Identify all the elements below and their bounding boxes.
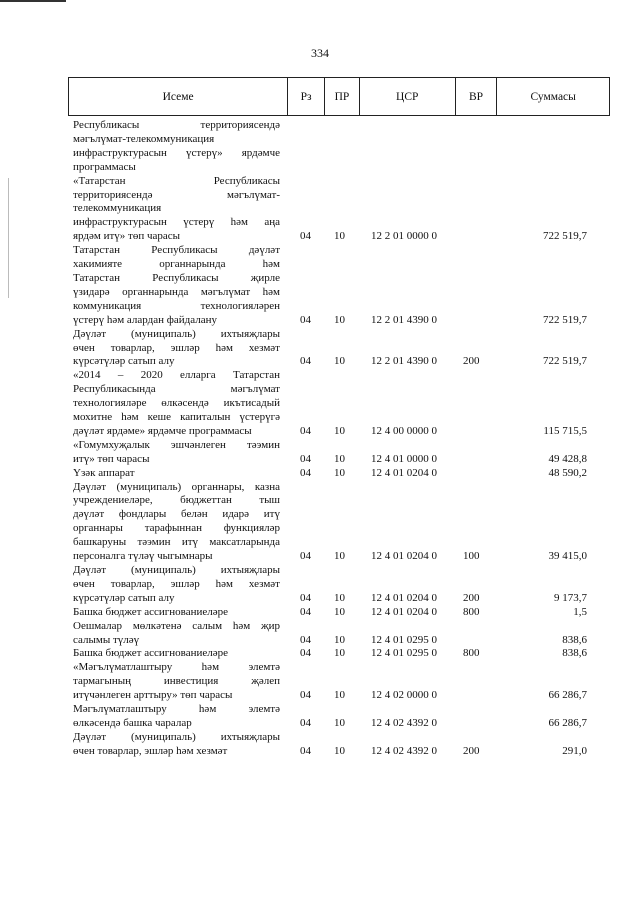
row-name bbox=[73, 620, 280, 648]
row-name-line: Дәүләт (муниципаль) органнары, казна bbox=[73, 480, 280, 493]
row-csr: 12 4 01 0000 0 bbox=[371, 452, 437, 465]
row-rz: 04 bbox=[300, 550, 311, 563]
row-rz: 04 bbox=[300, 689, 311, 702]
row-name-line: дәүләт фондлары белән идарә итү bbox=[73, 508, 280, 521]
row-rz: 04 bbox=[300, 313, 311, 326]
row-pr: 10 bbox=[334, 605, 345, 618]
row-name-line: Мәгълүматлаштыру һәм элемтә bbox=[73, 703, 280, 716]
row-name-line: итүчәнлеген арттыру» төп чарасы bbox=[73, 689, 233, 702]
row-name-line: «Татарстан Республикасы bbox=[73, 174, 280, 187]
row-name-line: учреждениеләре, бюджеттан тыш bbox=[73, 494, 280, 507]
row-sum: 66 286,7 bbox=[548, 689, 587, 702]
row-name bbox=[73, 661, 280, 703]
row-sum: 9 173,7 bbox=[554, 591, 587, 604]
table-row bbox=[0, 703, 640, 731]
row-name-line: Үзәк аппарат bbox=[73, 466, 135, 479]
row-name-line: күрсәтүләр сатып алу bbox=[73, 591, 175, 604]
row-sum: 1,5 bbox=[573, 605, 587, 618]
row-vr: 100 bbox=[463, 550, 480, 563]
top-edge-rule bbox=[0, 0, 66, 2]
row-sum: 838,6 bbox=[562, 647, 587, 660]
header-pr: ПР bbox=[325, 78, 360, 115]
row-rz: 04 bbox=[300, 744, 311, 757]
table-row bbox=[0, 731, 640, 759]
row-csr: 12 4 00 0000 0 bbox=[371, 424, 437, 437]
header-name: Исеме bbox=[69, 78, 288, 115]
row-name-line: персоналга түләү чыгымнары bbox=[73, 550, 213, 563]
row-csr: 12 4 01 0204 0 bbox=[371, 591, 437, 604]
row-csr: 12 4 02 0000 0 bbox=[371, 689, 437, 702]
row-pr: 10 bbox=[334, 355, 345, 368]
row-name bbox=[73, 369, 280, 439]
row-name-line: өчен товарлар, эшләр һәм хезмәт bbox=[73, 341, 280, 354]
row-name-line: Дәүләт (муниципаль) ихтыяҗлары bbox=[73, 327, 280, 340]
table-row bbox=[0, 119, 640, 175]
table-row bbox=[0, 369, 640, 439]
header-rz: Рз bbox=[288, 78, 325, 115]
row-name-line: күрсәтүләр сатып алу bbox=[73, 355, 175, 368]
row-rz: 04 bbox=[300, 591, 311, 604]
row-name-line: Дәүләт (муниципаль) ихтыяҗлары bbox=[73, 564, 280, 576]
row-csr: 12 4 01 0204 0 bbox=[371, 466, 437, 479]
row-sum: 66 286,7 bbox=[548, 716, 587, 729]
row-name bbox=[73, 564, 280, 606]
row-csr: 12 4 02 4392 0 bbox=[371, 716, 437, 729]
row-name bbox=[73, 328, 280, 370]
row-name-line: Татарстан Республикасы җирле bbox=[73, 271, 280, 284]
row-sum: 115 715,5 bbox=[543, 424, 587, 437]
row-csr: 12 4 01 0204 0 bbox=[371, 550, 437, 563]
row-pr: 10 bbox=[334, 591, 345, 604]
table-row bbox=[0, 620, 640, 648]
table-row bbox=[0, 328, 640, 370]
row-sum: 838,6 bbox=[562, 633, 587, 646]
row-pr: 10 bbox=[334, 424, 345, 437]
row-name-line: Республикасы территориясендә bbox=[73, 119, 280, 131]
row-name bbox=[73, 439, 280, 467]
row-name-line: итү» төп чарасы bbox=[73, 452, 150, 465]
table-row bbox=[0, 606, 640, 620]
row-pr: 10 bbox=[334, 230, 345, 243]
row-name-line: өчен товарлар, эшләр һәм хезмәт bbox=[73, 577, 280, 590]
row-name bbox=[73, 731, 280, 759]
row-csr: 12 2 01 0000 0 bbox=[371, 230, 437, 243]
row-pr: 10 bbox=[334, 466, 345, 479]
row-csr: 12 4 01 0204 0 bbox=[371, 605, 437, 618]
row-rz: 04 bbox=[300, 355, 311, 368]
row-pr: 10 bbox=[334, 647, 345, 660]
row-sum: 49 428,8 bbox=[548, 452, 587, 465]
row-pr: 10 bbox=[334, 716, 345, 729]
row-name-line: Дәүләт (муниципаль) ихтыяҗлары bbox=[73, 730, 280, 743]
row-name bbox=[73, 467, 280, 481]
row-csr: 12 2 01 4390 0 bbox=[371, 355, 437, 368]
table-row bbox=[0, 439, 640, 467]
row-name-line: инфраструктурасын үстерү һәм аңа bbox=[73, 216, 280, 229]
table-row bbox=[0, 467, 640, 481]
row-name bbox=[73, 606, 280, 620]
row-name bbox=[73, 244, 280, 327]
table-row bbox=[0, 647, 640, 661]
row-name bbox=[73, 647, 280, 661]
row-sum: 722 519,7 bbox=[543, 355, 587, 368]
row-name-line: коммуникация технологияләрен bbox=[73, 299, 280, 312]
row-name-line: башкаруны тәэмин итү максатларында bbox=[73, 536, 280, 549]
row-csr: 12 2 01 4390 0 bbox=[371, 313, 437, 326]
row-vr: 800 bbox=[463, 605, 480, 618]
row-pr: 10 bbox=[334, 744, 345, 757]
row-name bbox=[73, 119, 280, 175]
row-name-line: үзидарә органнарында мәгълүмат һәм bbox=[73, 285, 280, 298]
row-name-line: мохитне һәм кеше капиталын үстерүгә bbox=[73, 411, 280, 424]
header-sum: Суммасы bbox=[530, 90, 576, 103]
row-name-line: технологияләре өлкәсендә икътисадый bbox=[73, 397, 280, 410]
table-row bbox=[0, 175, 640, 245]
page-number: 334 bbox=[311, 46, 329, 60]
row-name-line: телекоммуникация bbox=[73, 202, 162, 215]
row-name-line: Оешмалар мөлкәтенә салым һәм җир bbox=[73, 619, 280, 632]
row-rz: 04 bbox=[300, 605, 311, 618]
row-csr: 12 4 01 0295 0 bbox=[371, 647, 437, 660]
row-name bbox=[73, 703, 280, 731]
row-rz: 04 bbox=[300, 647, 311, 660]
row-name-line: салымы түләү bbox=[73, 633, 140, 646]
table-body bbox=[0, 119, 640, 759]
row-sum: 722 519,7 bbox=[543, 313, 587, 326]
row-vr: 200 bbox=[463, 744, 480, 757]
row-rz: 04 bbox=[300, 230, 311, 243]
table-row bbox=[0, 564, 640, 606]
row-name-line: Республикасында мәгълүмат bbox=[73, 383, 280, 396]
row-sum: 39 415,0 bbox=[548, 550, 587, 563]
row-name-line: «Мәгълүматлаштыру һәм элемтә bbox=[73, 661, 280, 674]
row-name-line: үстерү һәм алардан файдалану bbox=[73, 313, 217, 326]
row-rz: 04 bbox=[300, 452, 311, 465]
row-rz: 04 bbox=[300, 466, 311, 479]
row-name-line: дәүләт ярдәме» ярдәмче программасы bbox=[73, 424, 252, 437]
row-name-line: мәгълүмат-телекоммуникация bbox=[73, 132, 215, 145]
row-name-line: өчен товарлар, эшләр һәм хезмәт bbox=[73, 744, 228, 757]
row-vr: 200 bbox=[463, 591, 480, 604]
table-row bbox=[0, 661, 640, 703]
header-csr: ЦСР bbox=[360, 78, 456, 115]
row-pr: 10 bbox=[334, 313, 345, 326]
table-row bbox=[0, 244, 640, 327]
row-name-line: өлкәсендә башка чаралар bbox=[73, 716, 192, 729]
row-rz: 04 bbox=[300, 424, 311, 437]
row-csr: 12 4 02 4392 0 bbox=[371, 744, 437, 757]
row-rz: 04 bbox=[300, 633, 311, 646]
row-name-line: программасы bbox=[73, 160, 136, 173]
table-row bbox=[0, 481, 640, 564]
row-name-line: хакимияте органнарында һәм bbox=[73, 258, 280, 271]
row-pr: 10 bbox=[334, 452, 345, 465]
row-name-line: «Гомумхуҗалык эшчәнлеген тәэмин bbox=[73, 438, 280, 451]
row-name-line: органнары тарафыннан функцияләр bbox=[73, 522, 280, 535]
row-sum: 291,0 bbox=[562, 744, 587, 757]
row-vr: 800 bbox=[463, 647, 480, 660]
row-pr: 10 bbox=[334, 689, 345, 702]
row-name-line: Башка бюджет ассигнованиеләре bbox=[73, 605, 228, 618]
row-name-line: «2014 – 2020 елларга Татарстан bbox=[73, 369, 280, 382]
row-name bbox=[73, 481, 280, 564]
row-sum: 48 590,2 bbox=[548, 466, 587, 479]
row-vr: 200 bbox=[463, 355, 480, 368]
row-name-line: Башка бюджет ассигнованиеләре bbox=[73, 647, 228, 660]
row-rz: 04 bbox=[300, 716, 311, 729]
row-name bbox=[73, 175, 280, 245]
row-name-line: тармагының инвестиция җәлеп bbox=[73, 675, 280, 688]
row-pr: 10 bbox=[334, 550, 345, 563]
header-vr: ВР bbox=[456, 78, 498, 115]
row-pr: 10 bbox=[334, 633, 345, 646]
row-name-line: ярдәм итү» төп чарасы bbox=[73, 230, 181, 243]
table-header bbox=[68, 77, 610, 116]
row-name-line: территориясендә мәгълүмат- bbox=[73, 188, 280, 201]
row-sum: 722 519,7 bbox=[543, 230, 587, 243]
row-name-line: Татарстан Республикасы дәүләт bbox=[73, 244, 280, 257]
row-csr: 12 4 01 0295 0 bbox=[371, 633, 437, 646]
row-name-line: инфраструктурасын үстерү» ярдәмче bbox=[73, 146, 280, 159]
